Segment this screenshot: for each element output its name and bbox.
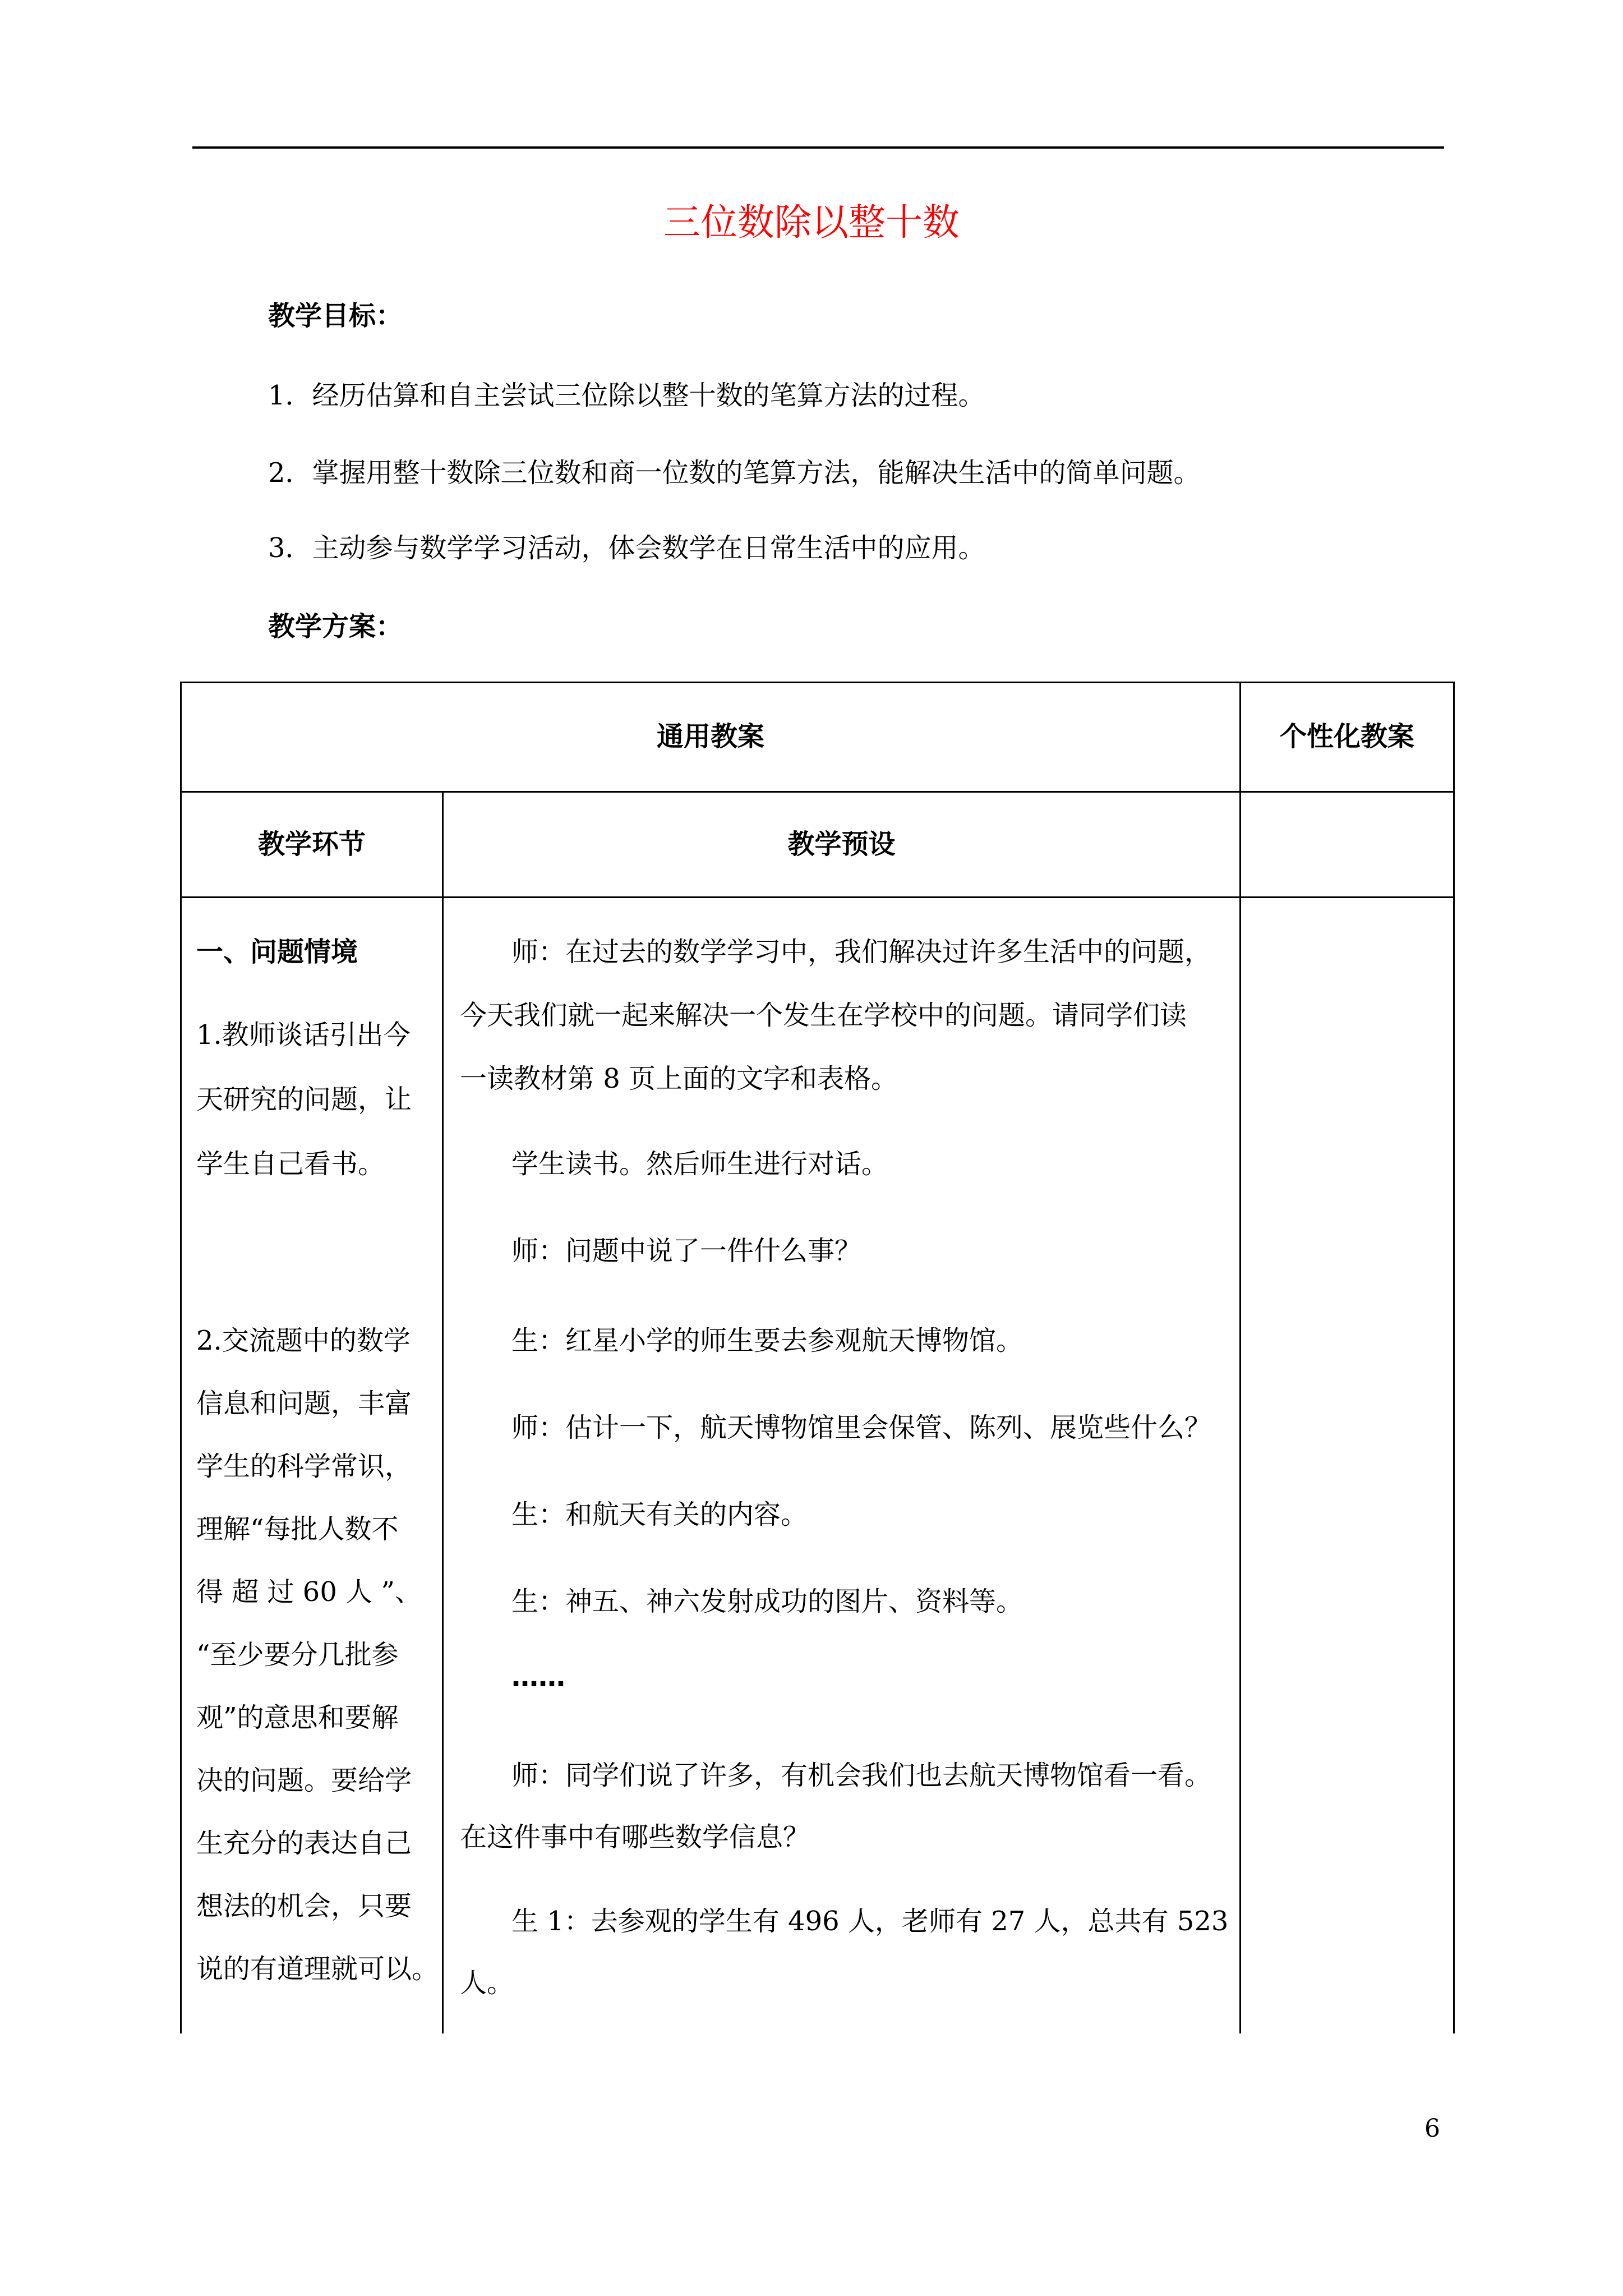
dialogue-line: 生：和航天有关的内容。 <box>511 1499 808 1530</box>
header-personal-plan: 个性化教案 <box>1279 721 1414 752</box>
stage-title: 一、问题情境 <box>196 936 358 968</box>
column-teaching-stage: 教学环节 <box>257 829 366 860</box>
goals-label: 教学目标： <box>268 300 403 332</box>
dialogue-line: 师：同学们说了许多，有机会我们也去航天博物馆看一看。 <box>511 1760 1212 1791</box>
stage-line: 天研究的问题，让 <box>196 1084 412 1115</box>
dialogue-line: 生：神五、神六发射成功的图片、资料等。 <box>511 1586 1023 1617</box>
table-col-divider <box>1239 682 1241 2033</box>
dialogue-line: 生：红星小学的师生要去参观航天博物馆。 <box>511 1325 1023 1356</box>
table-row-divider <box>180 791 1455 793</box>
dialogue-line: 在这件事中有哪些数学信息？ <box>460 1821 810 1853</box>
table-row-divider <box>180 896 1455 898</box>
dialogue-line: 一读教材第 8 页上面的文字和表格。 <box>460 1063 898 1094</box>
stage-line: 生充分的表达自己 <box>196 1828 412 1859</box>
stage-line: “至少要分几批参 <box>196 1639 399 1671</box>
dialogue-line: 师：在过去的数学学习中，我们解决过许多生活中的问题， <box>511 936 1212 968</box>
dialogue-line: 今天我们就一起来解决一个发生在学校中的问题。请同学们读 <box>460 1000 1187 1031</box>
dialogue-ellipsis: …… <box>511 1662 565 1693</box>
stage-line: 学生自己看书。 <box>196 1148 385 1180</box>
stage-line: 2.交流题中的数学 <box>196 1325 411 1356</box>
plan-label: 教学方案： <box>268 611 403 642</box>
page-title: 三位数除以整十数 <box>663 201 960 244</box>
stage-line: 1.教师谈话引出今 <box>196 1019 411 1051</box>
dialogue-line: 生 1：去参观的学生有 496 人，老师有 27 人，总共有 523 <box>511 1906 1229 1937</box>
column-teaching-preset: 教学预设 <box>787 829 896 860</box>
stage-line: 理解“每批人数不 <box>196 1513 399 1545</box>
stage-line: 说的有道理就可以。 <box>196 1953 439 1985</box>
stage-line: 决的问题。要给学 <box>196 1765 412 1796</box>
stage-line: 学生的科学常识， <box>196 1451 412 1482</box>
dialogue-line: 师：估计一下，航天博物馆里会保管、陈列、展览些什么？ <box>511 1412 1212 1443</box>
stage-line: 想法的机会，只要 <box>196 1890 412 1922</box>
table-top-border <box>180 682 1455 683</box>
table-col-divider <box>442 791 444 2033</box>
stage-line: 得 超 过 60 人 ”、 <box>196 1576 422 1608</box>
stage-line: 信息和问题，丰富 <box>196 1388 412 1419</box>
table-left-border <box>180 682 182 2033</box>
page-number: 6 <box>1424 2114 1440 2143</box>
dialogue-line: 人。 <box>460 1967 514 1999</box>
goal-item-2: 2．掌握用整十数除三位数和商一位数的笔算方法，能解决生活中的简单问题。 <box>268 457 1201 489</box>
goal-item-3: 3．主动参与数学学习活动，体会数学在日常生活中的应用。 <box>268 532 985 564</box>
table-right-border <box>1453 682 1455 2033</box>
header-general-plan: 通用教案 <box>656 721 764 752</box>
dialogue-line: 师：问题中说了一件什么事？ <box>511 1235 862 1267</box>
dialogue-line: 学生读书。然后师生进行对话。 <box>511 1148 889 1180</box>
stage-line: 观”的意思和要解 <box>196 1702 399 1733</box>
goal-item-1: 1．经历估算和自主尝试三位除以整十数的笔算方法的过程。 <box>268 380 985 411</box>
